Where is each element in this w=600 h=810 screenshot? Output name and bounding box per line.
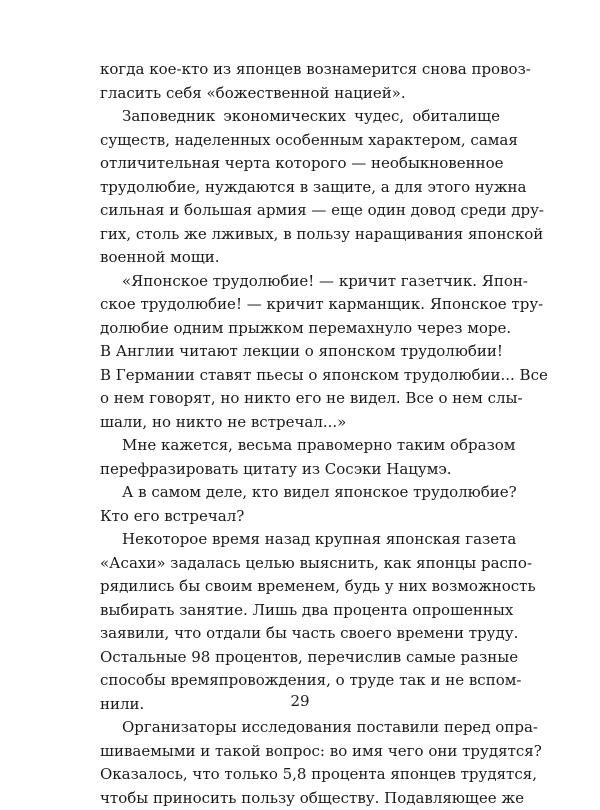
text-line: Заповедник экономических чудес, обиталище bbox=[100, 105, 500, 129]
text-line: Кто его встречал? bbox=[100, 505, 500, 529]
text-line: шали, но никто не встречал...» bbox=[100, 411, 500, 435]
text-line: способы времяпровождения, о труде так и не вспом- bbox=[100, 669, 500, 693]
text-line: ское трудолюбие! — кричит карманщик. Японское тру- bbox=[100, 293, 500, 317]
text-line: «Асахи» задалась целью выяснить, как японцы распо- bbox=[100, 552, 500, 576]
text-line: В Англии читают лекции о японском трудолюбии! bbox=[100, 340, 500, 364]
page-number: 29 bbox=[0, 692, 600, 710]
text-line: когда кое-кто из японцев вознамерится снова провоз- bbox=[100, 58, 500, 82]
text-line: трудолюбие, нуждаются в защите, а для этого нужна bbox=[100, 176, 500, 200]
text-line: В Германии ставят пьесы о японском трудолюбии... Все bbox=[100, 364, 500, 388]
text-line: Организаторы исследования поставили перед опра- bbox=[100, 716, 500, 740]
text-line: рядились бы своим временем, будь у них возможность bbox=[100, 575, 500, 599]
text-line: «Японское трудолюбие! — кричит газетчик. Япон- bbox=[100, 270, 500, 294]
text-line: шиваемыми и такой вопрос: во имя чего они трудятся? bbox=[100, 740, 500, 764]
text-line: выбирать занятие. Лишь два процента опрошенных bbox=[100, 599, 500, 623]
text-line: нили. bbox=[100, 693, 500, 717]
text-line: о нем говорят, но никто его не видел. Все о нем слы- bbox=[100, 387, 500, 411]
text-line: Оказалось, что только 5,8 процента японцев трудятся, bbox=[100, 763, 500, 787]
text-line: отличительная черта которого — необыкновенное bbox=[100, 152, 500, 176]
text-line: чтобы приносить пользу обществу. Подавляющее же bbox=[100, 787, 500, 810]
text-line: Некоторое время назад крупная японская газета bbox=[100, 528, 500, 552]
text-line: заявили, что отдали бы часть своего времени труду. bbox=[100, 622, 500, 646]
text-line: Мне кажется, весьма правомерно таким образом bbox=[100, 434, 500, 458]
text-line: перефразировать цитату из Сосэки Нацумэ. bbox=[100, 458, 500, 482]
text-line: гласить себя «божественной нацией». bbox=[100, 82, 500, 106]
text-line: существ, наделенных особенным характером, самая bbox=[100, 129, 500, 153]
text-line: сильная и большая армия — еще один довод среди дру- bbox=[100, 199, 500, 223]
text-line: долюбие одним прыжком перемахнуло через море. bbox=[100, 317, 500, 341]
text-line: гих, столь же лживых, в пользу наращивания японской bbox=[100, 223, 500, 247]
text-line: А в самом деле, кто видел японское трудолюбие? bbox=[100, 481, 500, 505]
text-line: военной мощи. bbox=[100, 246, 500, 270]
text-line: Остальные 98 процентов, перечислив самые разные bbox=[100, 646, 500, 670]
